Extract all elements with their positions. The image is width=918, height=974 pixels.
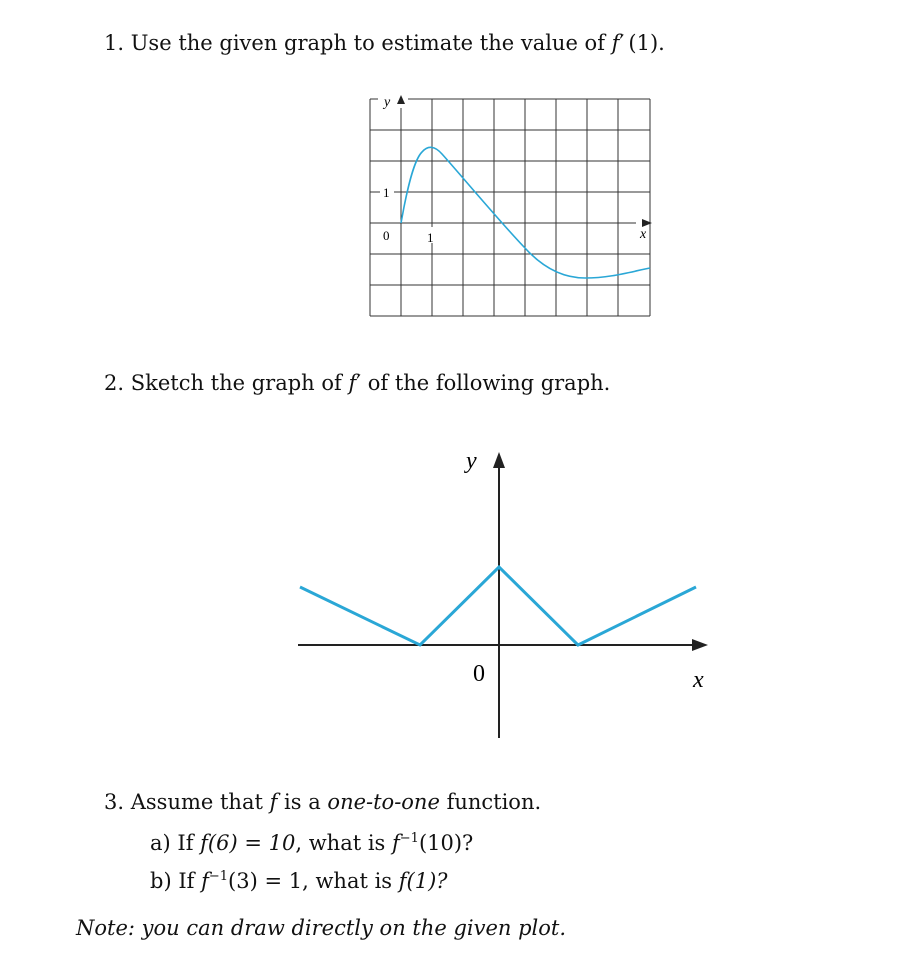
q3-text-before: Assume that: [130, 790, 270, 814]
q3-emph: one-to-one: [327, 790, 440, 814]
q1-number: 1.: [104, 31, 125, 55]
q2-text-after: of the following graph.: [361, 371, 611, 395]
q3-number: 3.: [104, 790, 125, 814]
q3a-target-arg: (10)?: [418, 831, 474, 855]
q2-number: 2.: [104, 371, 125, 395]
q3a-label: a): [150, 831, 171, 855]
q1-grid: [370, 99, 650, 316]
q1-arg: (1): [628, 31, 659, 55]
q3b-if: If: [178, 869, 202, 893]
q1-end: .: [658, 31, 665, 55]
q2-prime: ′: [356, 371, 362, 395]
q3b-text: [150, 864, 448, 894]
q3-fn: f: [269, 790, 278, 814]
q1-prime: ′: [619, 31, 625, 55]
q3b-question: , what is: [302, 869, 399, 893]
q2-text-before: Sketch the graph of: [130, 371, 349, 395]
q3a-given: f(6) = 10: [200, 831, 296, 855]
q1-origin-label: 0: [383, 228, 390, 243]
q2-x-arrow-icon: [692, 639, 708, 651]
q1-text-before: Use the given graph to estimate the value of: [130, 31, 612, 55]
q1-graph[interactable]: [360, 92, 660, 324]
note: Note: you can draw directly on the given plot.: [76, 916, 567, 940]
q1-fn: f: [611, 31, 620, 55]
q1-y-tick-label: 1: [383, 185, 390, 200]
q3-text-after: function.: [439, 790, 542, 814]
q1-text: [104, 30, 665, 56]
q2-y-label: y: [466, 448, 477, 474]
q3a-target-fn: f: [392, 831, 400, 855]
q2-origin-label: 0: [473, 661, 485, 687]
q3b-given-rest: (3) = 1: [228, 869, 303, 893]
q3a-exp: −1: [399, 831, 419, 846]
q2-text: [104, 370, 610, 396]
q1-x-tick-label: 1: [427, 230, 434, 245]
q1-y-label: y: [384, 95, 391, 110]
q3b-target: f(1)?: [398, 869, 448, 893]
q2-fn: f: [348, 371, 357, 395]
q3b-exp: −1: [208, 869, 229, 884]
q1-x-label: x: [640, 227, 647, 242]
q2-graph[interactable]: [290, 440, 730, 750]
q3a-if: If: [177, 831, 201, 855]
q3b-label: b): [150, 869, 172, 893]
q3a-question: , what is: [295, 831, 392, 855]
q2-y-arrow-icon: [493, 452, 505, 468]
q3-text-mid: is a: [277, 790, 328, 814]
q3b-given-fn: f: [201, 869, 209, 893]
q3a-text: [150, 826, 473, 856]
q2-x-label: x: [693, 667, 704, 693]
q3-text: [104, 789, 541, 815]
